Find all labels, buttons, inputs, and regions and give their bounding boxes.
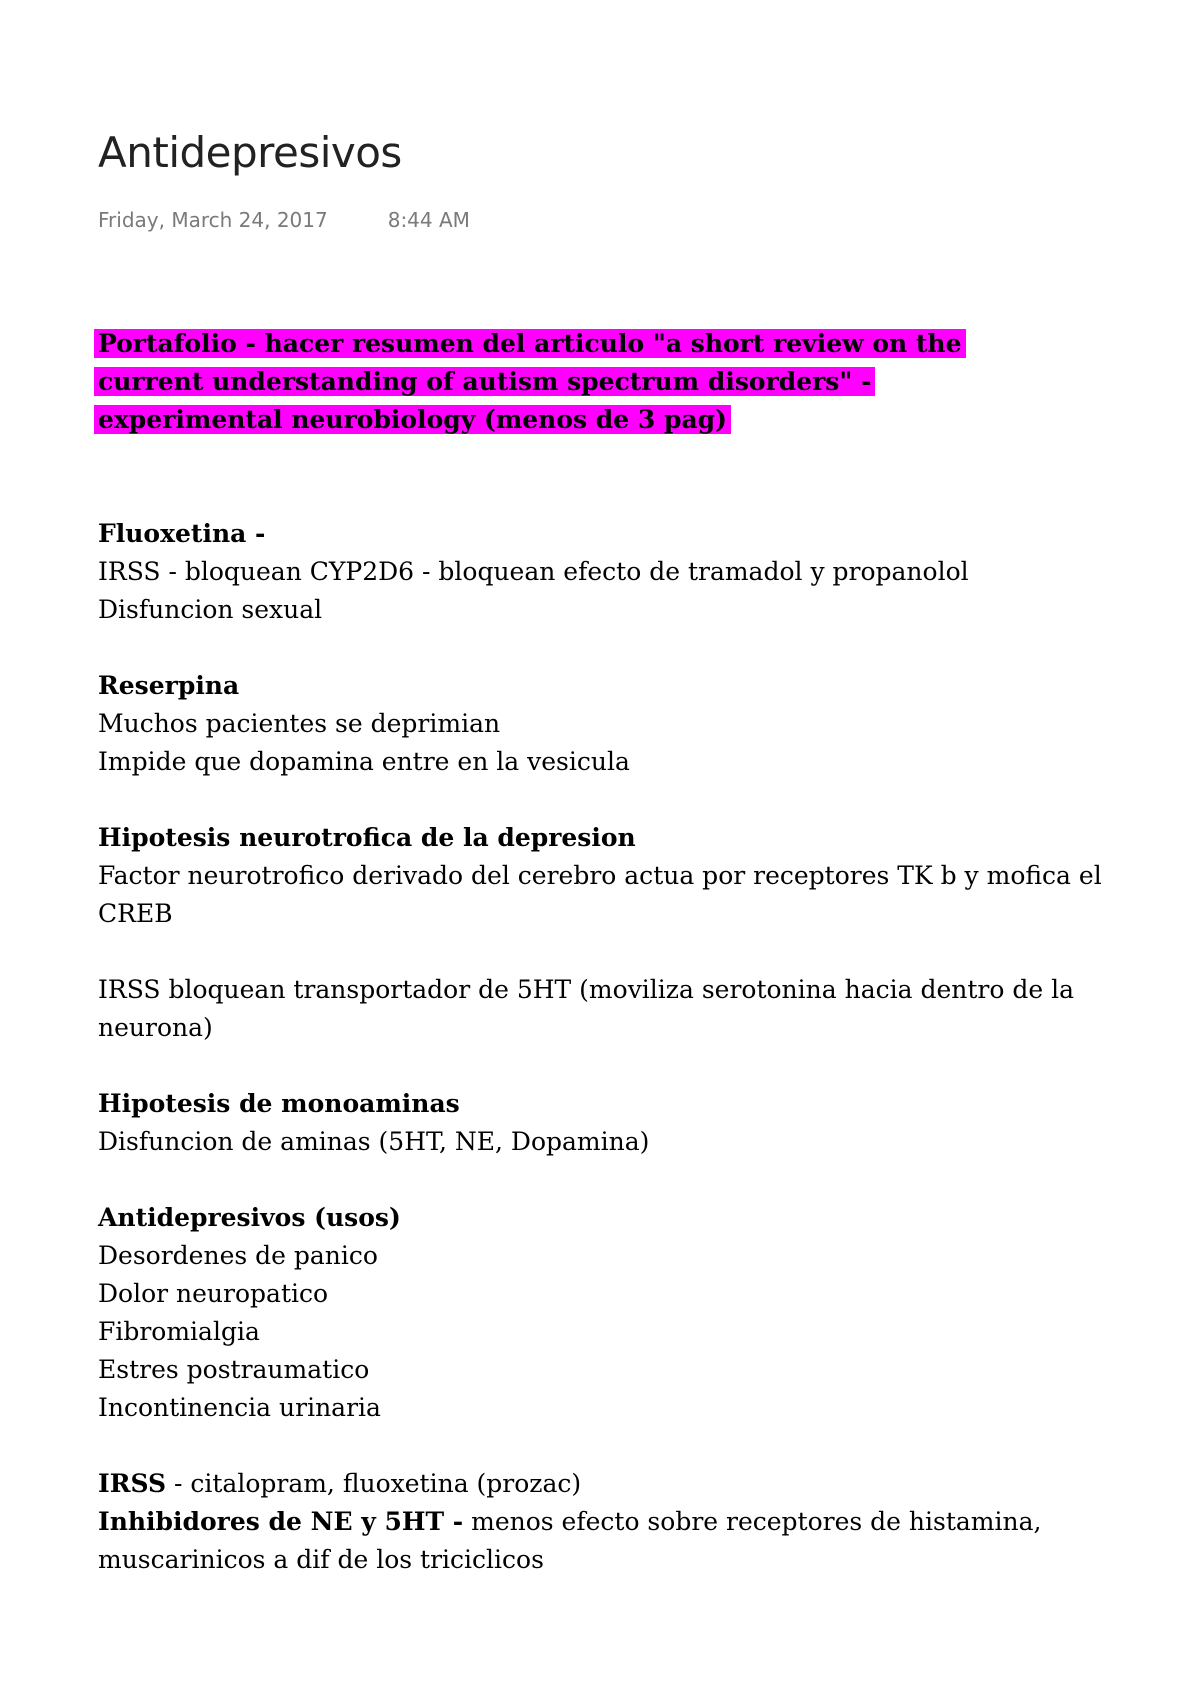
list-item: Incontinencia urinaria	[98, 1393, 381, 1422]
highlighted-note-text: Portafolio - hacer resumen del articulo "a short review on the current understanding of autism spectrum disorders" - experimental neurobiology (menos de 3 pag)	[94, 329, 966, 434]
section-line: Factor neurotrofico derivado del cerebro actua por receptores TK b y mofica el CREB	[98, 861, 1102, 928]
list-item: Desordenes de panico	[98, 1241, 378, 1270]
section-heading: Fluoxetina -	[98, 519, 266, 548]
section-line: Disfuncion de aminas (5HT, NE, Dopamina)	[98, 1127, 650, 1156]
page-title: Antidepresivos	[98, 128, 402, 177]
section-heading: Antidepresivos (usos)	[98, 1203, 401, 1232]
section-fluoxetina	[98, 515, 1108, 629]
section-heading: Hipotesis de monoaminas	[98, 1089, 460, 1118]
section-irss-transportador	[98, 971, 1108, 1047]
final-line-inhibidores	[98, 1503, 1108, 1579]
final-line-text: - citalopram, fluoxetina (prozac)	[166, 1469, 582, 1498]
highlighted-note	[98, 325, 1058, 439]
final-line-irss	[98, 1465, 1108, 1503]
final-line-bold: IRSS	[98, 1469, 167, 1498]
section-hipotesis-monoaminas	[98, 1085, 1108, 1161]
section-line: IRSS - bloquean CYP2D6 - bloquean efecto de tramadol y propanolol	[98, 557, 969, 586]
section-heading: Hipotesis neurotrofica de la depresion	[98, 823, 636, 852]
page-date: Friday, March 24, 2017	[98, 208, 328, 232]
section-final	[98, 1465, 1108, 1579]
list-item: Fibromialgia	[98, 1317, 260, 1346]
list-item: Estres postraumatico	[98, 1355, 370, 1384]
page-meta	[98, 208, 470, 232]
note-body	[98, 515, 1108, 1579]
final-line-bold: Inhibidores de NE y 5HT -	[98, 1507, 464, 1536]
section-heading: Reserpina	[98, 671, 240, 700]
section-line: Disfuncion sexual	[98, 595, 323, 624]
page-time: 8:44 AM	[387, 208, 470, 232]
section-line: Impide que dopamina entre en la vesicula	[98, 747, 630, 776]
list-item: Dolor neuropatico	[98, 1279, 329, 1308]
section-line: IRSS bloquean transportador de 5HT (moviliza serotonina hacia dentro de la neurona)	[98, 975, 1074, 1042]
section-reserpina	[98, 667, 1108, 781]
section-line: Muchos pacientes se deprimian	[98, 709, 501, 738]
section-antidepresivos-usos	[98, 1199, 1108, 1427]
final-line-text: menos efecto sobre receptores de histamina, muscarinicos a dif de los triciclicos	[98, 1507, 1042, 1574]
section-hipotesis-neurotrofica	[98, 819, 1108, 933]
